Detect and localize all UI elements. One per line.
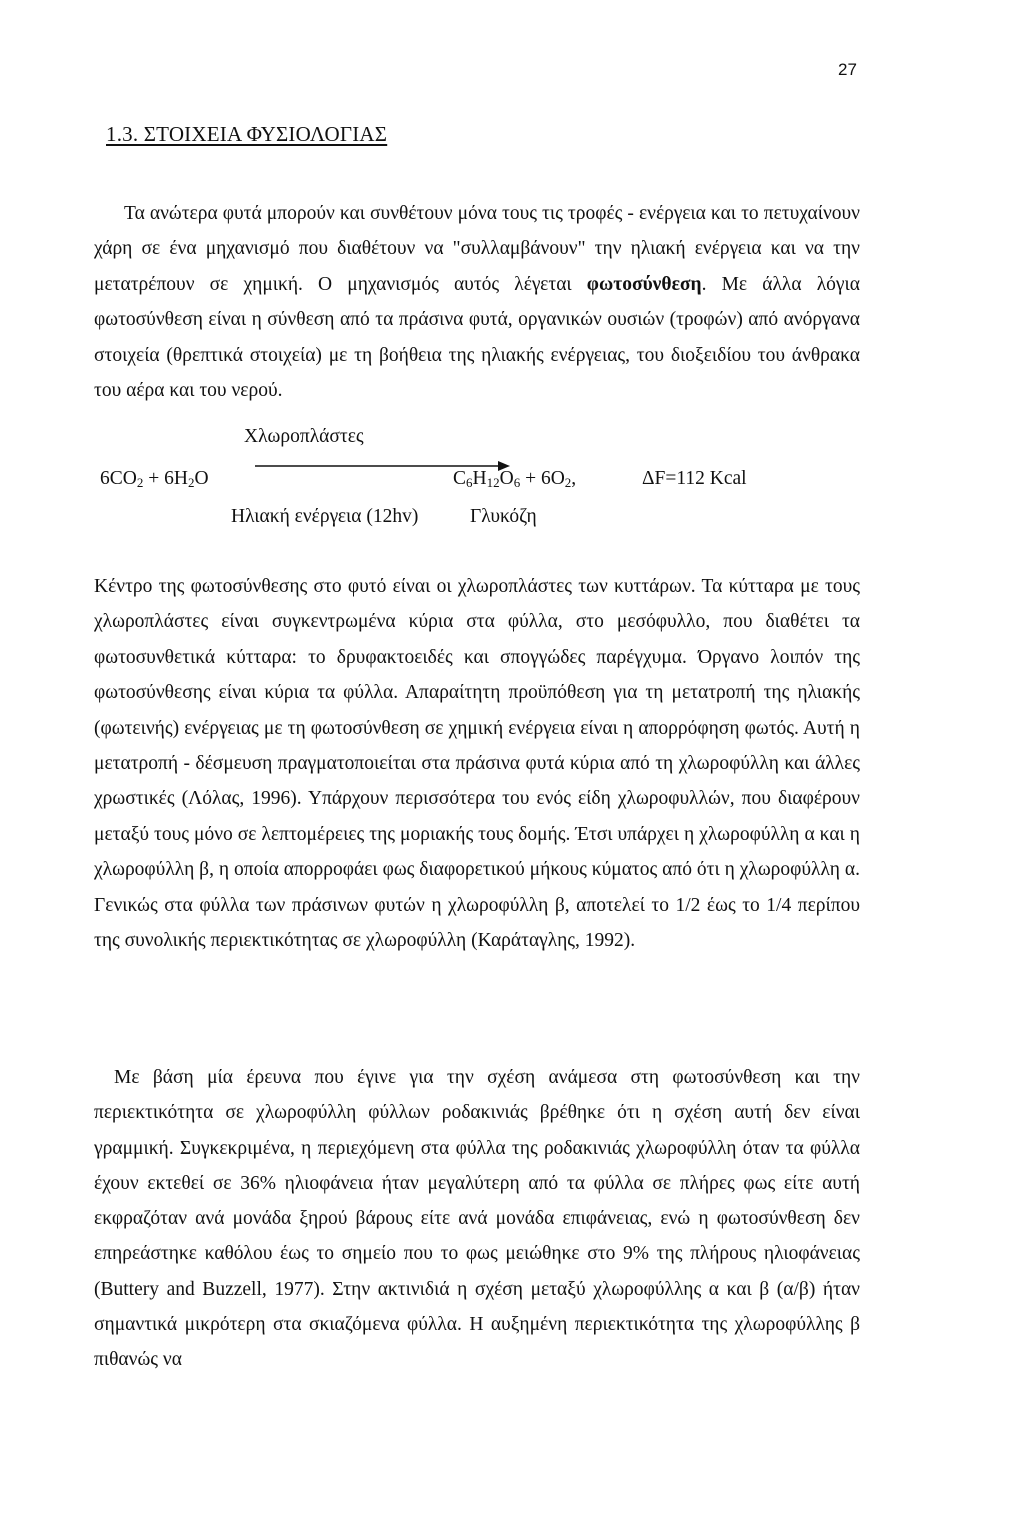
paragraph-text: Τα ανώτερα φυτά μπορούν και συνθέτουν μόνα τους τις τροφές - ενέργεια και το πετυχαίνουν χάρη σε ένα μηχανισμό που διαθέτουν να "συλλαμβάνουν" την ηλιακή ενέργεια και να την μετατρέπουν σε χημική. Ο μηχανισμός αυτός λέγεται <box>94 203 860 295</box>
paragraph-chloroplasts: Κέντρο της φωτοσύνθεσης στο φυτό είναι οι χλωροπλάστες των κυττάρων. Τα κύτταρα με τους χλωροπλάστες είναι συγκεντρωμένα κύρια στα φύλλα, στο μεσόφυλλο, που διαθέτει τα φωτοσυνθετικά κύτταρα: το δρυφακτοειδές και σπογγώδες παρέγχυμα. Όργανο λοιπόν της φωτοσύνθεσης είναι κύρια τα φύλλα. Απαραίτητη προϋπόθεση για τη μετατροπή της ηλιακής (φωτεινής) ενέργειας με τη φωτοσύνθεση σε χημική ενέργεια είναι η απορρόφηση φωτός. Αυτή η μετατροπή - δέσμευση πραγματοποιείται στα πράσινα φυτά κύρια από τη χλωροφύλλη και άλλες χρωστικές (Λόλας, 1996). Υπάρχουν περισσότερα του ενός είδη χλωροφυλλών, που διαφέρουν μεταξύ τους μόνο σε λεπτομέρειες της μοριακής τους δομής. Έτσι υπάρχει η χλωροφύλλη α και η χλωροφύλλη β, η οποία απορροφάει φως διαφορετικού μήκους κύματος από ότι η χλωροφύλλη α. Γενικώς στα φύλλα των πράσινων φυτών η χλωροφύλλη β, αποτελεί το 1/2 έως το 1/4 περίπου της συνολικής περιεκτικότητας σε χλωροφύλλη (Καράταγλης, 1992). <box>94 576 860 952</box>
photosynthesis-equation <box>94 420 860 530</box>
equation-energy-source-label: Ηλιακή ενέργεια (12hv) <box>231 506 419 527</box>
product-glucose: H <box>472 468 487 489</box>
paragraph-text: . Με άλλα λόγια φωτοσύνθεση είναι η σύνθεση από τα πράσινα φυτά, οργανικών ουσιών (τροφών) από ανόργανα στοιχεία (θρεπτικά στοιχεία) με τη βοήθεια της ηλιακής ενέργειας, του διοξειδίου του άνθρακα του αέρα και του νερού. <box>94 273 860 402</box>
subscript: 6 <box>466 475 473 490</box>
subscript: 2 <box>187 475 195 490</box>
equation-catalyst-label: Χλωροπλάστες <box>244 426 364 447</box>
reactant-h2o: + 6H <box>143 468 188 489</box>
product-glucose: O <box>499 468 514 489</box>
subscript: 6 <box>513 475 521 490</box>
subscript: 2 <box>136 475 144 490</box>
product-oxygen: + 6O <box>520 468 565 489</box>
equation-products <box>453 468 576 490</box>
paragraph-peach-research: Με βάση μία έρευνα που έγινε για την σχέση ανάμεσα στη φωτοσύνθεση και την περιεκτικότητα σε χλωροφύλλη φύλλων ροδακινιάς βρέθηκε ότι η σχέση αυτή δεν είναι γραμμική. Συγκεκριμένα, η περιεχόμενη στα φύλλα της ροδακινιάς χλωροφύλλη όταν τα φύλλα έχουν εκτεθεί σε 36% ηλιοφάνεια ήταν μεγαλύτερη από τα φύλλα σε πλήρες φως είτε αυτή εκφραζόταν ανά μονάδα ξηρού βάρους είτε ανά μονάδα επιφάνειας, ενώ η φωτοσύνθεση δεν επηρεάστηκε καθόλου έως το σημείο που το φως μειώθηκε στο 9% της πλήρους ηλιοφάνειας (Buttery and Buzzell, 1977). Στην ακτινιδιά η σχέση μεταξύ χλωροφύλλης α και β (α/β) ήταν σημαντικά μικρότερη στα σκιαζόμενα φύλλα. Η αυξημένη περιεκτικότητα της χλωροφύλλης β πιθανώς να <box>94 1067 860 1371</box>
reactant-co2: 6CO <box>100 468 137 489</box>
paragraph-photosynthesis-intro <box>94 196 860 408</box>
equation-free-energy: ΔF=112 Kcal <box>642 468 747 489</box>
product-glucose: C <box>453 468 467 489</box>
section-heading: 1.3. ΣΤΟΙΧΕΙΑ ΦΥΣΙΟΛΟΓΙΑΣ <box>106 122 388 146</box>
reactant-h2o-tail: O <box>194 468 209 489</box>
equation-product-name: Γλυκόζη <box>470 506 537 527</box>
subscript: 2 <box>564 475 572 490</box>
product-tail: , <box>571 468 577 489</box>
page-number: 27 <box>838 60 857 79</box>
equation-reactants <box>100 468 209 490</box>
subscript: 12 <box>486 475 500 490</box>
bold-term: φωτοσύνθεση <box>586 273 702 295</box>
